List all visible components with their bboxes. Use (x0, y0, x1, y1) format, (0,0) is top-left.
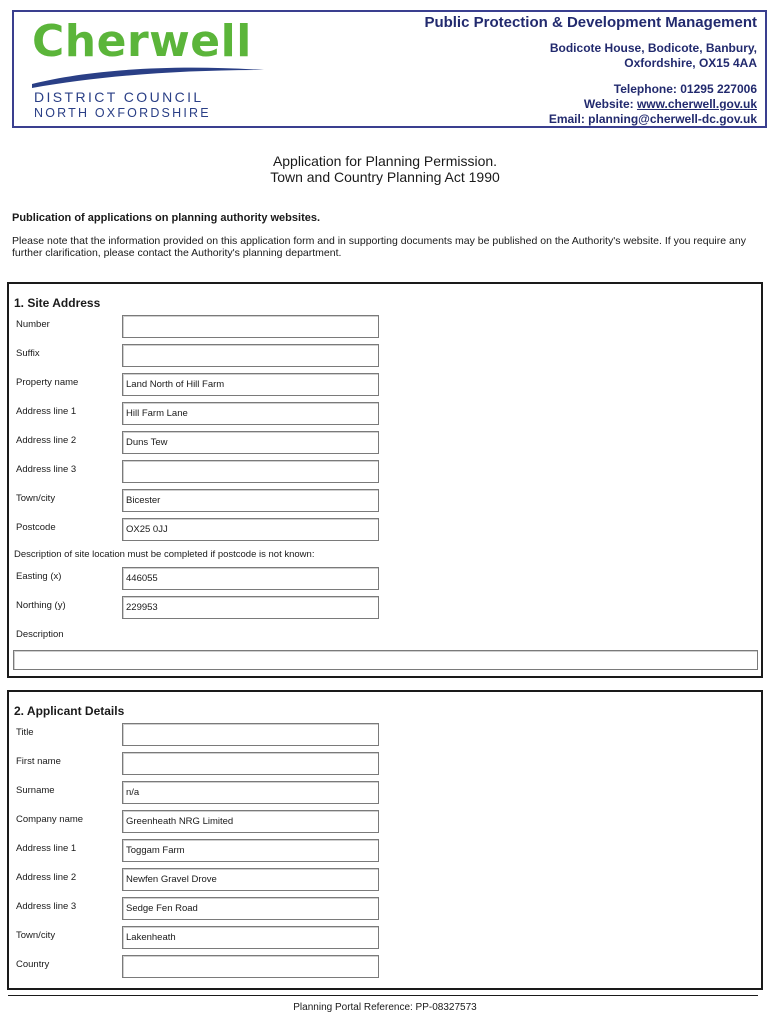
applicant-address-line3-label: Address line 3 (16, 901, 77, 912)
applicant-country-field[interactable] (122, 955, 379, 978)
site-property-name-label: Property name (16, 377, 79, 388)
org-website-label: Website: (583, 97, 637, 111)
applicant-surname-field[interactable]: n/a (122, 781, 379, 804)
site-address-line1-field[interactable]: Hill Farm Lane (122, 402, 379, 425)
site-location-note: Description of site location must be completed if postcode is not known: (14, 549, 315, 560)
site-address-section (7, 282, 763, 678)
applicant-first-name-field[interactable] (122, 752, 379, 775)
org-title: Public Protection & Development Management (424, 14, 757, 31)
site-suffix-field[interactable] (122, 344, 379, 367)
applicant-address-line1-label: Address line 1 (16, 843, 77, 854)
applicant-surname-label: Surname (16, 785, 55, 796)
site-address-line3-field[interactable] (122, 460, 379, 483)
site-description-field[interactable] (13, 650, 758, 670)
logo-district-council: DISTRICT COUNCIL (34, 89, 204, 105)
site-postcode-field[interactable]: OX25 0JJ (122, 518, 379, 541)
applicant-country-label: Country (16, 959, 50, 970)
applicant-company-label: Company name (16, 814, 84, 825)
site-address-line1-label: Address line 1 (16, 406, 77, 417)
site-number-label: Number (16, 319, 50, 330)
applicant-address-line2-label: Address line 2 (16, 872, 77, 883)
site-town-field[interactable]: Bicester (122, 489, 379, 512)
site-address-line2-label: Address line 2 (16, 435, 77, 446)
site-description-label: Description (16, 629, 64, 640)
northing-field[interactable]: 229953 (122, 596, 379, 619)
easting-field[interactable]: 446055 (122, 567, 379, 590)
site-town-label: Town/city (16, 493, 56, 504)
letterhead (12, 10, 767, 128)
site-address-line2-field[interactable]: Duns Tew (122, 431, 379, 454)
applicant-town-label: Town/city (16, 930, 56, 941)
org-website-row (424, 97, 757, 112)
site-address-line3-label: Address line 3 (16, 464, 77, 475)
applicant-title-field[interactable] (122, 723, 379, 746)
publication-heading: Publication of applications on planning authority websites. (12, 212, 321, 224)
org-contact-block (424, 14, 757, 127)
publication-note: Please note that the information provided on this application form and in supporting documents may be published on the Authority's website. If you require any further clarification, please contact the Authority's planning department. (12, 235, 746, 259)
site-number-field[interactable] (122, 315, 379, 338)
planning-portal-reference: Planning Portal Reference: PP-08327573 (293, 1002, 477, 1013)
logo-swoosh-icon (28, 62, 268, 88)
org-address-line2: Oxfordshire, OX15 4AA (624, 56, 757, 70)
easting-label: Easting (x) (16, 571, 62, 582)
site-address-title: 1. Site Address (14, 296, 101, 310)
applicant-title-label: Title (16, 727, 34, 738)
org-website-link[interactable]: www.cherwell.gov.uk (636, 97, 757, 111)
applicant-company-field[interactable]: Greenheath NRG Limited (122, 810, 379, 833)
logo-north-oxfordshire: NORTH OXFORDSHIRE (34, 106, 211, 120)
org-email[interactable]: Email: planning@cherwell-dc.gov.uk (548, 112, 757, 126)
site-property-name-field[interactable]: Land North of Hill Farm (122, 373, 379, 396)
applicant-address-line2-field[interactable]: Newfen Gravel Drove (122, 868, 379, 891)
applicant-details-title: 2. Applicant Details (14, 704, 125, 718)
org-telephone: Telephone: 01295 227006 (613, 82, 757, 96)
document-title-line2: Town and Country Planning Act 1990 (270, 169, 500, 185)
council-logo-wordmark: Cherwell (32, 16, 252, 67)
applicant-town-field[interactable]: Lakenheath (122, 926, 379, 949)
document-title-line1: Application for Planning Permission. (272, 153, 498, 169)
footer-divider (8, 995, 758, 996)
northing-label: Northing (y) (16, 600, 66, 611)
applicant-details-section (7, 690, 763, 990)
document-title (0, 153, 770, 185)
site-suffix-label: Suffix (16, 348, 40, 359)
applicant-first-name-label: First name (16, 756, 61, 767)
applicant-address-line1-field[interactable]: Toggam Farm (122, 839, 379, 862)
applicant-address-line3-field[interactable]: Sedge Fen Road (122, 897, 379, 920)
site-postcode-label: Postcode (16, 522, 56, 533)
org-address-line1: Bodicote House, Bodicote, Banbury, (549, 41, 757, 55)
